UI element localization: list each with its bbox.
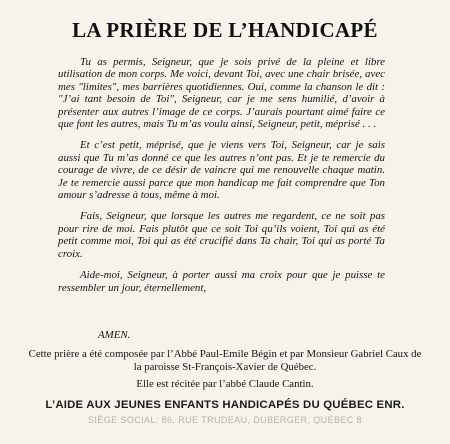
amen-line: AMEN.: [98, 329, 131, 341]
page-title: LA PRIÈRE DE L’HANDICAPÉ: [72, 18, 378, 42]
organization-address: SIÈGE SOCIAL: 86, RUE TRUDEAU, DUBERGER, QUÉBEC 8: [88, 415, 362, 424]
organization-name: L’AIDE AUX JEUNES ENFANTS HANDICAPÉS DU QUÉBEC ENR.: [45, 399, 405, 411]
prayer-paragraph: Fais, Seigneur, que lorsque les autres me regardent, ce ne soit pas pour rire de moi. Fais plutôt que ce soit Toi qu’ils voient, Toi qui as été petit comme moi, Toi qui as été crucifié dans Ta chair, Toi qui as porté Ta croix.: [58, 210, 385, 260]
prayer-paragraph: Tu as permis, Seigneur, que je sois privé de la pleine et libre utilisation de mon corps. Me voici, devant Toi, avec une chair brisée, avec mes "limites", mes barrières quotidiennes. Oui, comme la chanson le dit : "J’ai tant besoin de Toi", Seigneur, car je me sens humilié, d’avoir à présenter aux autres l’image de ce corps. J’aurais pourtant aimé faire ce que font les autres, mais Tu m’as voulu ainsi, Seigneur, petit, méprisé . . .: [58, 56, 385, 131]
prayer-text: [58, 56, 385, 303]
composition-credit: Cette prière a été composée par l’Abbé Paul-Emile Bégin et par Monsieur Gabriel Caux de la paroisse St-François-Xavier de Québec.: [28, 348, 422, 373]
prayer-paragraph: Aide-moi, Seigneur, à porter aussi ma croix pour que je puisse te ressembler un jour, éternellement,: [58, 269, 385, 294]
recitation-credit: Elle est récitée par l’abbé Claude Cantin.: [136, 378, 314, 390]
prayer-paragraph: Et c’est petit, méprisé, que je viens vers Toi, Seigneur, car je sais aussi que Tu m’as donné ce que les autres n’ont pas. Et je te remercie du courage de vivre, de ce désir de vaincre qui me renouvelle chaque matin. Je te remercie aussi parce que mon handicap me fait comprendre que Ton amour s’adresse à tous, même à moi.: [58, 139, 385, 202]
